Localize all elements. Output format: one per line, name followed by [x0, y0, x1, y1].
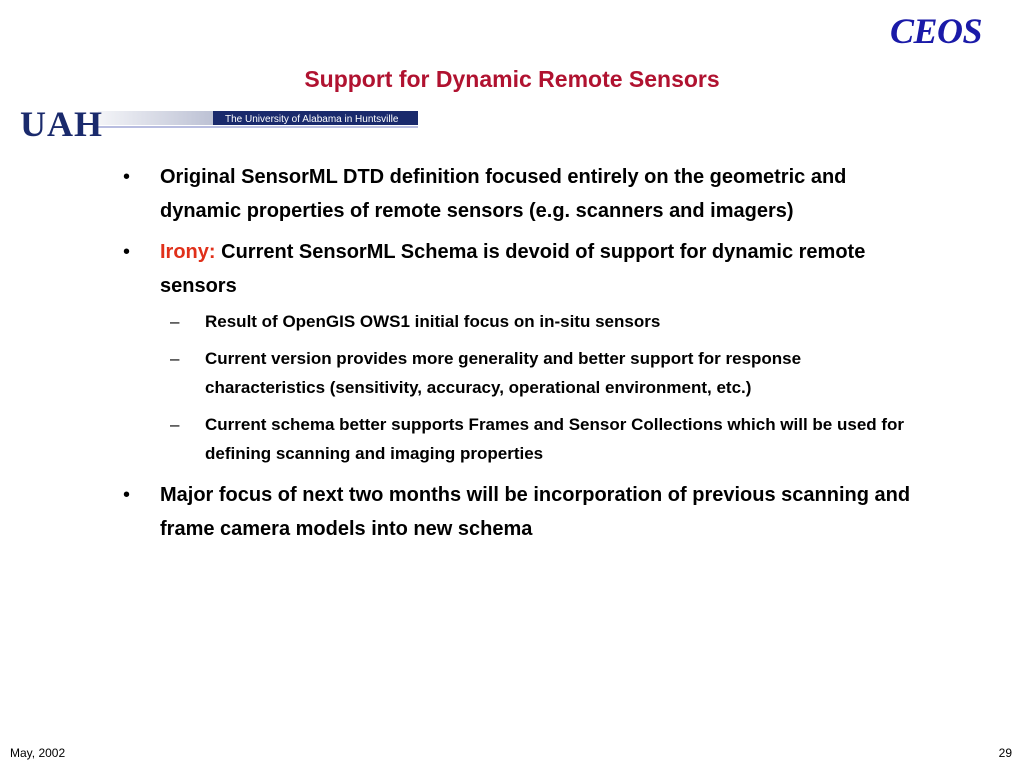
sub-bullet-item: [115, 307, 915, 336]
bullet-marker: •: [123, 484, 131, 506]
uah-logo-text: UAH: [20, 104, 103, 142]
university-name: The University of Alabama in Huntsville: [225, 114, 399, 125]
uah-banner-graphic: [18, 102, 418, 142]
bullet-item: [115, 160, 915, 228]
uah-banner: [18, 102, 418, 142]
slide-content: [115, 160, 915, 553]
sub-bullet-marker: –: [170, 312, 180, 331]
bullet-marker: •: [123, 166, 131, 188]
bullet-item: [115, 235, 915, 303]
sub-bullet-marker: –: [170, 349, 180, 368]
sub-bullet-text: Result of OpenGIS OWS1 initial focus on in-situ sensors: [205, 312, 661, 331]
page-number: 29: [998, 746, 1012, 760]
sub-bullet-item: [115, 410, 915, 468]
sub-bullet-text: Current version provides more generality and better support for response characteristics (sensitivity, accuracy, operational environment, etc.): [205, 349, 802, 397]
bullet-item: [115, 478, 915, 546]
bullet-marker: •: [123, 241, 131, 263]
bullet-text: Original SensorML DTD definition focused entirely on the geometric and dynamic properties of remote sensors (e.g. scanners and imagers): [160, 166, 847, 222]
slide-title: Support for Dynamic Remote Sensors: [304, 66, 720, 92]
ceos-logo: CEOS: [889, 11, 982, 51]
footer-date: May, 2002: [10, 746, 66, 760]
sub-bullet-item: [115, 344, 915, 402]
irony-label: Irony:: [160, 241, 216, 263]
sub-list: [115, 307, 915, 468]
bullet-text: Major focus of next two months will be incorporation of previous scanning and frame camera models into new schema: [160, 484, 911, 540]
sub-bullet-text: Current schema better supports Frames and Sensor Collections which will be used for defining scanning and imaging properties: [205, 415, 905, 463]
sub-bullet-marker: –: [170, 415, 180, 434]
bullet-text: Current SensorML Schema is devoid of support for dynamic remote sensors: [160, 241, 866, 297]
